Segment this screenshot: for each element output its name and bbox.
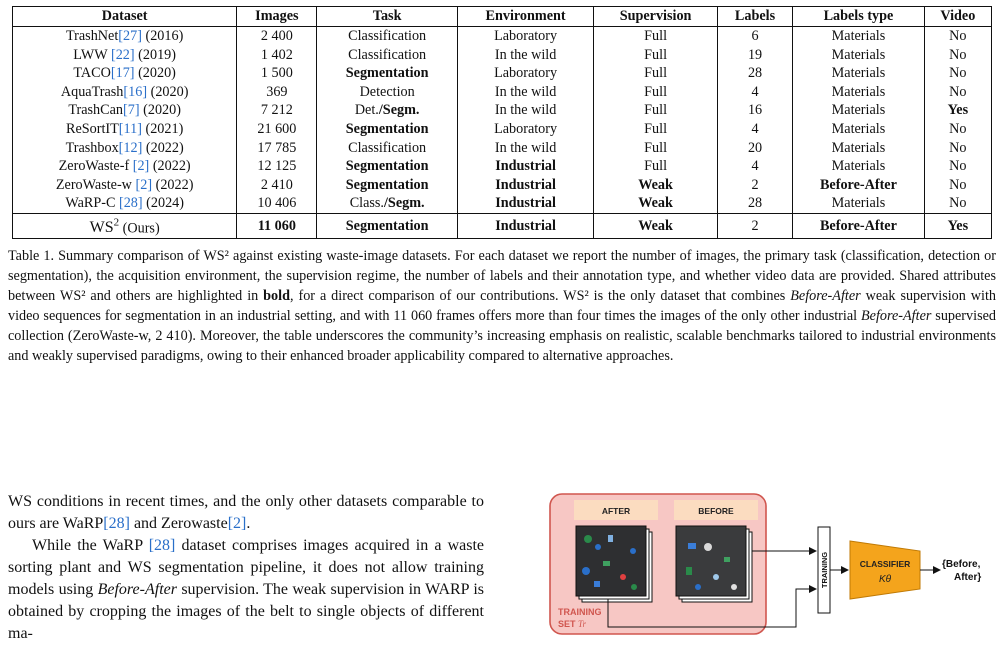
dataset-cell [13,194,237,213]
dataset-name: TrashCan [68,102,124,119]
dataset-cell [13,101,237,120]
labels-type-cell: Materials [793,139,925,158]
environment-cell: In the wild [457,83,593,102]
dataset-year: (2022) [145,139,184,156]
video-cell: No [924,194,991,213]
labels-type-cell: Materials [793,120,925,139]
dataset-cell [13,157,237,176]
supervision-cell: Full [594,139,718,158]
citation-link[interactable]: [7] [123,102,140,119]
video-cell: No [924,46,991,65]
classifier-symbol: Kθ [878,574,892,585]
table-row [13,101,992,120]
dataset-cell [13,83,237,102]
environment-cell: In the wild [457,139,593,158]
dataset-year: (2016) [145,28,184,44]
dataset-year: (Ours) [122,220,160,237]
column-header: Labels type [793,7,925,27]
environment-cell: In the wild [457,46,593,65]
dataset-cell [13,64,237,83]
images-cell: 369 [237,83,317,102]
table-header-row [13,7,992,27]
environment-cell: Industrial [457,176,593,195]
table-row [13,176,992,195]
dataset-name: $WS^2$ [89,216,120,237]
column-header: Supervision [594,7,718,27]
images-cell: 21 600 [237,120,317,139]
table-caption: Table 1. Summary comparison of WS² against existing waste-image datasets. For each dataset we report the number of images, the primary task (classification, detection or segmentation), the acquisition environment, the supervision regime, the number of labels and their annotation type, and whether video data are provided. Shared attributes between WS² and others are highlighted in bold, for a direct comparison of our contributions. WS² is the only dataset that combines Before-After weak supervision with video sequences for segmentation in an industrial setting, and with 11 060 frames offers more than four times the images of the only other industrial Before-After supervised collection (ZeroWaste-w, 2 410). Moreover, the table underscores the community’s increasing emphasis on realistic, scalable benchmarks tailored to industrial environments and weakly supervised paradigms, owing to their enhanced broader applicability compared to alternative approaches. [8,248,997,364]
column-header: Dataset [13,7,237,27]
output-label: {Before, [942,559,981,570]
labels-type-cell: Materials [793,101,925,120]
column-header: Labels [717,7,792,27]
citation-link[interactable]: [28] [148,537,176,554]
dataset-year: (2021) [145,120,184,137]
images-cell: 12 125 [237,157,317,176]
supervision-cell: Weak [594,194,718,213]
labels-cell: 4 [717,83,792,102]
environment-cell: Industrial [457,157,593,176]
column-header: Environment [457,7,593,27]
environment-cell: Laboratory [457,120,593,139]
citation-link[interactable]: [22] [110,46,135,63]
video-cell: No [924,157,991,176]
dataset-year: (2020) [150,83,189,100]
task-cell: Classification [317,46,457,65]
supervision-cell: Full [594,83,718,102]
dataset-year: (2022) [155,176,194,193]
video-cell: No [924,27,991,46]
dataset-cell [13,139,237,158]
supervision-cell: Full [594,157,718,176]
images-cell: 1 402 [237,46,317,65]
table-row [13,27,992,46]
citation-link[interactable]: [2] [132,158,150,175]
labels-cell: 2 [717,213,792,238]
video-cell: Yes [924,101,991,120]
environment-cell: Laboratory [457,64,593,83]
video-cell: No [924,83,991,102]
labels-cell: 20 [717,139,792,158]
dataset-cell [13,27,237,46]
dataset-cell [13,120,237,139]
labels-cell: 4 [717,120,792,139]
images-cell: 17 785 [237,139,317,158]
body-text-column [8,491,484,645]
task-part: Class. [349,195,384,212]
task-cell: Segmentation [317,120,457,139]
labels-cell: 19 [717,46,792,65]
environment-cell: Laboratory [457,27,593,46]
video-cell: No [924,64,991,83]
labels-cell: 2 [717,176,792,195]
dataset-cell [13,46,237,65]
table-row-ours [13,213,992,238]
environment-cell: Industrial [457,194,593,213]
dataset-cell [13,213,237,238]
dataset-year: (2024) [146,195,184,212]
task-part-bold: /Segm. [378,102,420,119]
training-set-label: TRAINING [558,607,602,617]
environment-cell: Industrial [457,213,593,238]
images-cell: 11 060 [237,213,317,238]
table-row [13,194,992,213]
task-cell [317,194,457,213]
dataset-name: ReSortIT [65,120,119,137]
dataset-name: LWW [73,46,108,63]
task-cell: Segmentation [317,157,457,176]
citation-link[interactable]: [27] [118,28,142,44]
caption-italic: Before-After [861,308,932,324]
supervision-cell: Full [594,27,718,46]
training-block-label: TRAINING [820,551,829,589]
dataset-name: AquaTrash [60,83,124,100]
labels-cell: 4 [717,157,792,176]
before-image-stack [676,526,752,602]
after-label: AFTER [601,506,631,516]
images-cell: 10 406 [237,194,317,213]
column-header: Images [237,7,317,27]
dataset-name: WaRP-C [65,195,116,212]
citation-link[interactable]: [11] [118,120,142,137]
labels-type-cell: Materials [793,83,925,102]
dataset-name: TrashNet [65,28,119,44]
supervision-cell: Weak [594,176,718,195]
supervision-cell: Weak [594,213,718,238]
labels-cell: 16 [717,101,792,120]
caption-italic: Before-After [790,288,861,304]
output-label-2: After} [954,572,982,583]
citation-link[interactable]: [17] [110,65,135,82]
dataset-year: (2022) [152,158,191,175]
labels-type-cell: Before-After [793,213,925,238]
labels-type-cell: Materials [793,157,925,176]
citation-link[interactable]: [28] [118,195,143,212]
video-cell: Yes [924,213,991,238]
supervision-cell: Full [594,64,718,83]
labels-type-cell: Before-After [793,176,925,195]
dataset-year: (2019) [138,46,176,63]
before-label: BEFORE [698,506,734,516]
paragraph: WS conditions in recent times, and the only other datasets comparable to ours are WaRP[28] and Zerowaste[2]. [8,493,484,532]
table-row [13,157,992,176]
dataset-name: Trashbox [65,139,119,156]
task-cell: Segmentation [317,64,457,83]
task-part: Det. [354,102,379,119]
table-row [13,139,992,158]
labels-type-cell: Materials [793,46,925,65]
task-cell: Classification [317,27,457,46]
table-row [13,120,992,139]
labels-type-cell: Materials [793,27,925,46]
table-row [13,83,992,102]
labels-type-cell: Materials [793,194,925,213]
after-image-stack [576,526,652,602]
task-part-bold: /Segm. [383,195,425,212]
labels-cell: 6 [717,27,792,46]
dataset-name: TACO [73,65,111,82]
labels-type-cell: Materials [793,64,925,83]
paragraph: While the WaRP [28] dataset comprises images acquired in a waste sorting plant and WS segmentation pipeline, it does not allow training models using Before-After supervision. The weak supervision in WARP is obtained by cropping the images of the belt to single objects of different ma- [8,537,485,642]
video-cell: No [924,139,991,158]
images-cell: 2 400 [237,27,317,46]
citation-link[interactable]: [12] [118,139,143,156]
classifier-label: CLASSIFIER [859,559,911,569]
table-row [13,46,992,65]
images-cell: 2 410 [237,176,317,195]
dataset-name: ZeroWaste-f [58,158,130,175]
classifier-block [850,541,920,599]
dataset-name: ZeroWaste-w [55,176,132,193]
dataset-year: (2020) [143,102,181,119]
supervision-cell: Full [594,101,718,120]
task-cell: Segmentation [317,213,457,238]
column-header: Video [924,7,991,27]
supervision-cell: Full [594,120,718,139]
dataset-cell [13,176,237,195]
training-set-label-2: SET Tr [558,619,587,629]
citation-link[interactable]: [16] [123,83,148,100]
task-cell [317,101,457,120]
images-cell: 7 212 [237,101,317,120]
supervision-cell: Full [594,46,718,65]
summary-table [12,6,992,239]
labels-cell: 28 [717,194,792,213]
task-cell: Detection [317,83,457,102]
labels-cell: 28 [717,64,792,83]
video-cell: No [924,120,991,139]
citation-link[interactable]: [2] [227,515,247,532]
table-row [13,64,992,83]
video-cell: No [924,176,991,195]
citation-link[interactable]: [2] [135,176,153,193]
caption-bold-word: bold [263,288,290,304]
column-header: Task [317,7,457,27]
images-cell: 1 500 [237,64,317,83]
task-cell: Segmentation [317,176,457,195]
dataset-year: (2020) [138,65,176,82]
environment-cell: In the wild [457,101,593,120]
training-pipeline-figure [548,491,1000,661]
task-cell: Classification [317,139,457,158]
citation-link[interactable]: [28] [103,515,130,532]
